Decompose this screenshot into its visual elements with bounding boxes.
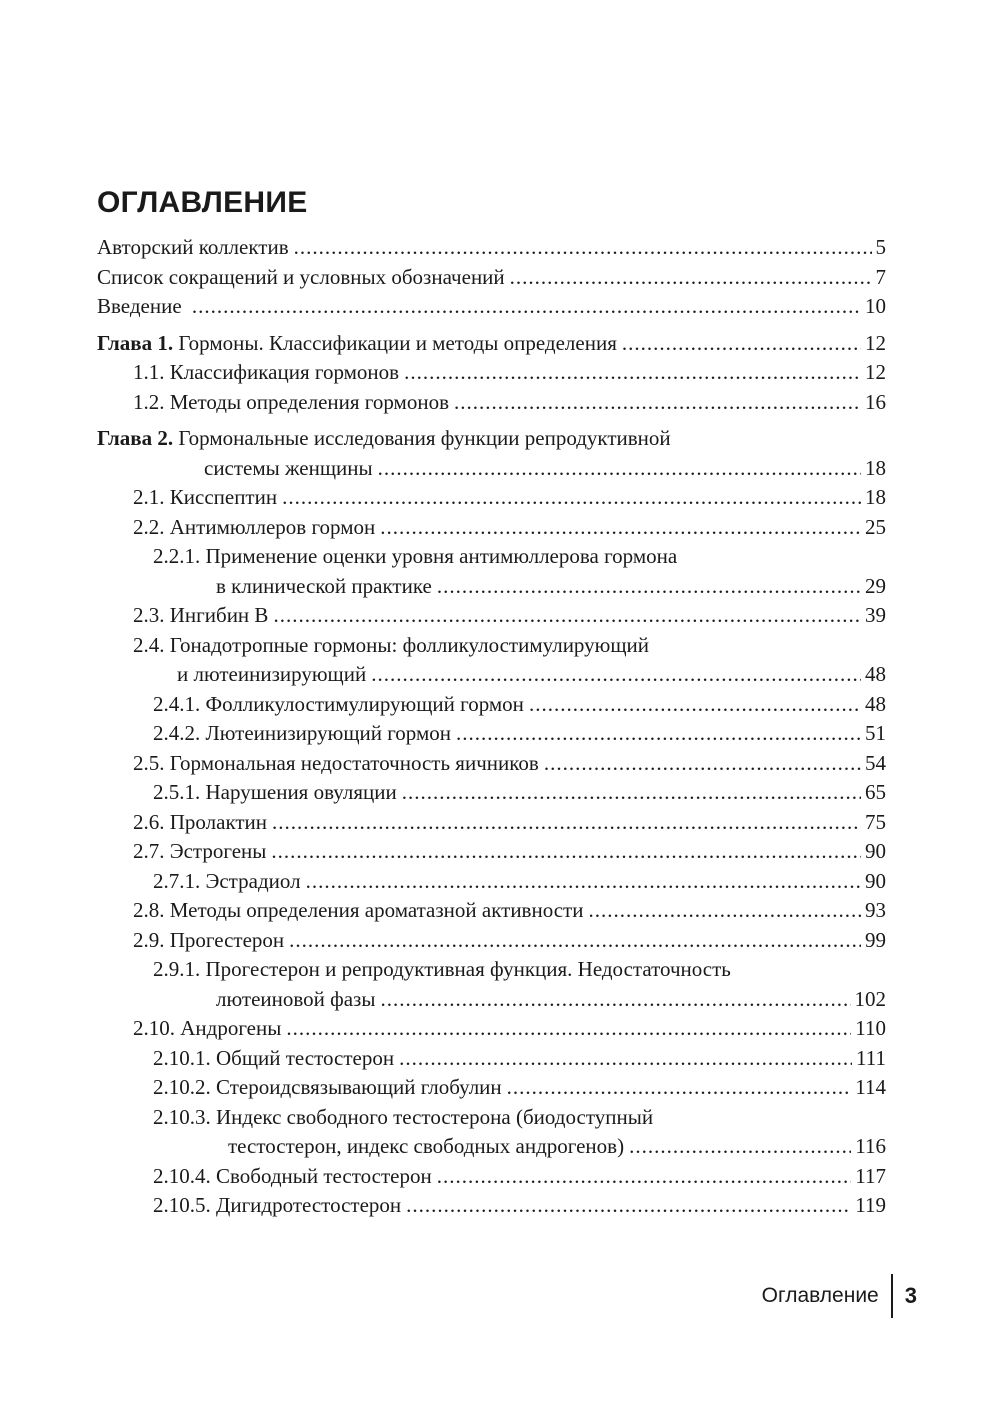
table-of-contents: [97, 233, 886, 1221]
toc-entry-chapter-2-continued[interactable]: [97, 454, 886, 484]
toc-entry-2-10[interactable]: [97, 1014, 886, 1044]
footer-section-title: Оглавление: [761, 1284, 879, 1307]
toc-entry-title: Список сокращений и условных обозначений: [97, 264, 505, 289]
toc-entry-2-10-3-continued[interactable]: [97, 1132, 886, 1162]
footer-divider: [891, 1274, 893, 1318]
toc-entry-2-10-3[interactable]: [97, 1103, 886, 1133]
dot-leader: [456, 719, 861, 749]
dot-leader: [294, 233, 872, 263]
toc-entry-title-continued: тестостерон, индекс свободных андрогенов): [228, 1134, 625, 1158]
dot-leader: [286, 1014, 851, 1044]
toc-entry-title-continued: в клинической практике: [216, 573, 432, 598]
toc-entry-2-10-1[interactable]: [97, 1044, 886, 1074]
dot-leader: [507, 1073, 852, 1103]
dot-leader: [622, 329, 861, 359]
toc-page-number: 18: [865, 455, 886, 480]
toc-entry-title: 2.10.2. Стероидсвязывающий глобулин: [153, 1075, 502, 1099]
toc-page-number: 16: [865, 389, 886, 414]
toc-entry-title: 2.9.1. Прогестерон и репродуктивная функция. Недостаточность: [153, 957, 731, 981]
dot-leader: [306, 867, 861, 897]
toc-entry-title: 2.3. Ингибин B: [133, 603, 269, 627]
toc-entry-2-10-5[interactable]: [97, 1191, 886, 1221]
toc-entry-title: 2.9. Прогестерон: [133, 927, 285, 952]
toc-entry-authors[interactable]: [97, 233, 886, 263]
toc-entry-title: 2.2. Антимюллеров гормон: [133, 514, 376, 539]
toc-page-number: 102: [854, 986, 886, 1011]
toc-entry-chapter-2[interactable]: [97, 424, 886, 454]
dot-leader: [404, 358, 861, 388]
toc-entry-2-8[interactable]: [97, 896, 886, 926]
dot-leader: [378, 454, 861, 484]
toc-entry-2-2[interactable]: [97, 513, 886, 543]
dot-leader: [629, 1132, 851, 1162]
toc-entry-title: 2.10.5. Дигидротестостерон: [153, 1193, 402, 1217]
dot-leader: [529, 690, 861, 720]
toc-entry-title: 2.5.1. Нарушения овуляции: [153, 780, 397, 804]
toc-entry-title: 1.2. Методы определения гормонов: [133, 389, 449, 414]
toc-page-number: 7: [875, 264, 886, 289]
toc-page-number: 12: [865, 360, 886, 384]
toc-page-number: 51: [865, 721, 886, 745]
toc-page-number: 48: [865, 691, 886, 716]
toc-entry-title: 2.4.2. Лютеинизирующий гормон: [153, 721, 452, 745]
toc-entry-2-5[interactable]: [97, 749, 886, 779]
toc-page-number: 18: [865, 485, 886, 509]
toc-page-number: 93: [865, 898, 886, 922]
toc-page-number: 39: [865, 603, 886, 627]
chapter-title: Гормональные исследования функции репродуктивной: [173, 426, 671, 450]
toc-entry-1-1[interactable]: [97, 358, 886, 388]
toc-page-number: 65: [865, 780, 886, 804]
dot-leader: [399, 1044, 852, 1074]
toc-page-number: 12: [865, 330, 886, 355]
toc-entry-title: 2.4.1. Фолликулостимулирующий гормон: [153, 691, 524, 716]
running-footer: [762, 1274, 917, 1318]
toc-page-number: 119: [855, 1193, 886, 1217]
toc-page-number: 10: [865, 294, 886, 318]
toc-entry-introduction[interactable]: [97, 292, 886, 322]
toc-page-number: 117: [855, 1163, 886, 1188]
toc-entry-2-3[interactable]: [97, 601, 886, 631]
toc-entry-title: 2.2.1. Применение оценки уровня антимюллерова гормона: [153, 544, 678, 568]
dot-leader: [380, 985, 850, 1015]
toc-page-number: 110: [855, 1016, 886, 1040]
chapter-label: Глава 1.: [97, 330, 174, 355]
toc-entry-title: [97, 424, 671, 454]
dot-leader: [289, 926, 861, 956]
chapter-label: Глава 2.: [97, 426, 174, 450]
toc-entry-2-10-2[interactable]: [97, 1073, 886, 1103]
page-title: ОГЛАВЛЕНИЕ: [97, 186, 308, 219]
toc-entry-2-10-4[interactable]: [97, 1162, 886, 1192]
toc-entry-2-4-2[interactable]: [97, 719, 886, 749]
dot-leader: [437, 572, 861, 602]
toc-entry-2-6[interactable]: [97, 808, 886, 838]
toc-page-number: 99: [865, 927, 886, 952]
toc-page-number: 75: [865, 809, 886, 834]
dot-leader: [588, 896, 861, 926]
toc-entry-title: 2.7. Эстрогены: [133, 839, 267, 863]
toc-page-number: 90: [865, 868, 886, 893]
toc-entry-title: 2.10.3. Индекс свободного тестостерона (биодоступный: [153, 1104, 654, 1129]
toc-page-number: 116: [855, 1134, 886, 1158]
toc-entry-title: Введение: [97, 294, 187, 318]
toc-entry-title: 2.10. Андрогены: [133, 1016, 282, 1040]
toc-entry-2-2-1-continued[interactable]: [97, 572, 886, 602]
toc-page-number: 111: [856, 1045, 886, 1070]
toc-entry-2-9[interactable]: [97, 926, 886, 956]
toc-entry-title: 2.10.4. Свободный тестостерон: [153, 1163, 432, 1188]
toc-page-number: 5: [875, 235, 886, 259]
dot-leader: [510, 263, 872, 293]
toc-entry-2-4[interactable]: [97, 631, 886, 661]
toc-entry-1-2[interactable]: [97, 388, 886, 418]
dot-leader: [192, 292, 861, 322]
toc-entry-2-5-1[interactable]: [97, 778, 886, 808]
toc-entry-2-7-1[interactable]: [97, 867, 886, 897]
chapter-title: Гормоны. Классификации и методы определения: [173, 330, 617, 355]
footer-page-number: 3: [904, 1283, 917, 1308]
dot-leader: [371, 660, 861, 690]
toc-page-number: 114: [855, 1075, 886, 1099]
toc-entry-chapter-1[interactable]: [97, 329, 886, 359]
dot-leader: [544, 749, 861, 779]
toc-entry-2-4-1[interactable]: [97, 690, 886, 720]
toc-entry-title-continued: и лютеинизирующий: [177, 662, 367, 686]
dot-leader: [380, 513, 861, 543]
toc-entry-title: 1.1. Классификация гормонов: [133, 360, 400, 384]
toc-page-number: 90: [865, 839, 886, 863]
toc-entry-2-4-continued[interactable]: [97, 660, 886, 690]
toc-entry-abbreviations[interactable]: [97, 263, 886, 293]
toc-entry-2-9-1[interactable]: [97, 955, 886, 985]
toc-entry-title: 2.8. Методы определения ароматазной активности: [133, 898, 584, 922]
toc-page-number: 48: [865, 662, 886, 686]
toc-entry-title: 2.10.1. Общий тестостерон: [153, 1045, 395, 1070]
toc-page-number: 29: [865, 573, 886, 598]
toc-entry-title: 2.7.1. Эстрадиол: [153, 868, 301, 893]
toc-entry-title: [97, 329, 617, 359]
dot-leader: [406, 1191, 851, 1221]
toc-entry-title: 2.1. Кисспептин: [133, 485, 278, 509]
toc-entry-2-1[interactable]: [97, 483, 886, 513]
dot-leader: [271, 837, 861, 867]
dot-leader: [454, 388, 861, 418]
dot-leader: [402, 778, 861, 808]
dot-leader: [437, 1162, 852, 1192]
dot-leader: [272, 808, 861, 838]
dot-leader: [282, 483, 861, 513]
dot-leader: [273, 601, 861, 631]
toc-entry-title: 2.6. Пролактин: [133, 809, 268, 834]
toc-entry-2-9-1-continued[interactable]: [97, 985, 886, 1015]
toc-entry-title: Авторский коллектив: [97, 235, 289, 259]
toc-page-number: 25: [865, 514, 886, 539]
toc-entry-title-continued: системы женщины: [204, 455, 373, 480]
toc-page-number: 54: [865, 750, 886, 775]
toc-entry-title-continued: лютеиновой фазы: [216, 986, 376, 1011]
toc-entry-2-2-1[interactable]: [97, 542, 886, 572]
toc-entry-title: 2.4. Гонадотропные гормоны: фолликулостимулирующий: [133, 632, 649, 657]
toc-entry-title: 2.5. Гормональная недостаточность яичников: [133, 750, 539, 775]
toc-entry-2-7[interactable]: [97, 837, 886, 867]
